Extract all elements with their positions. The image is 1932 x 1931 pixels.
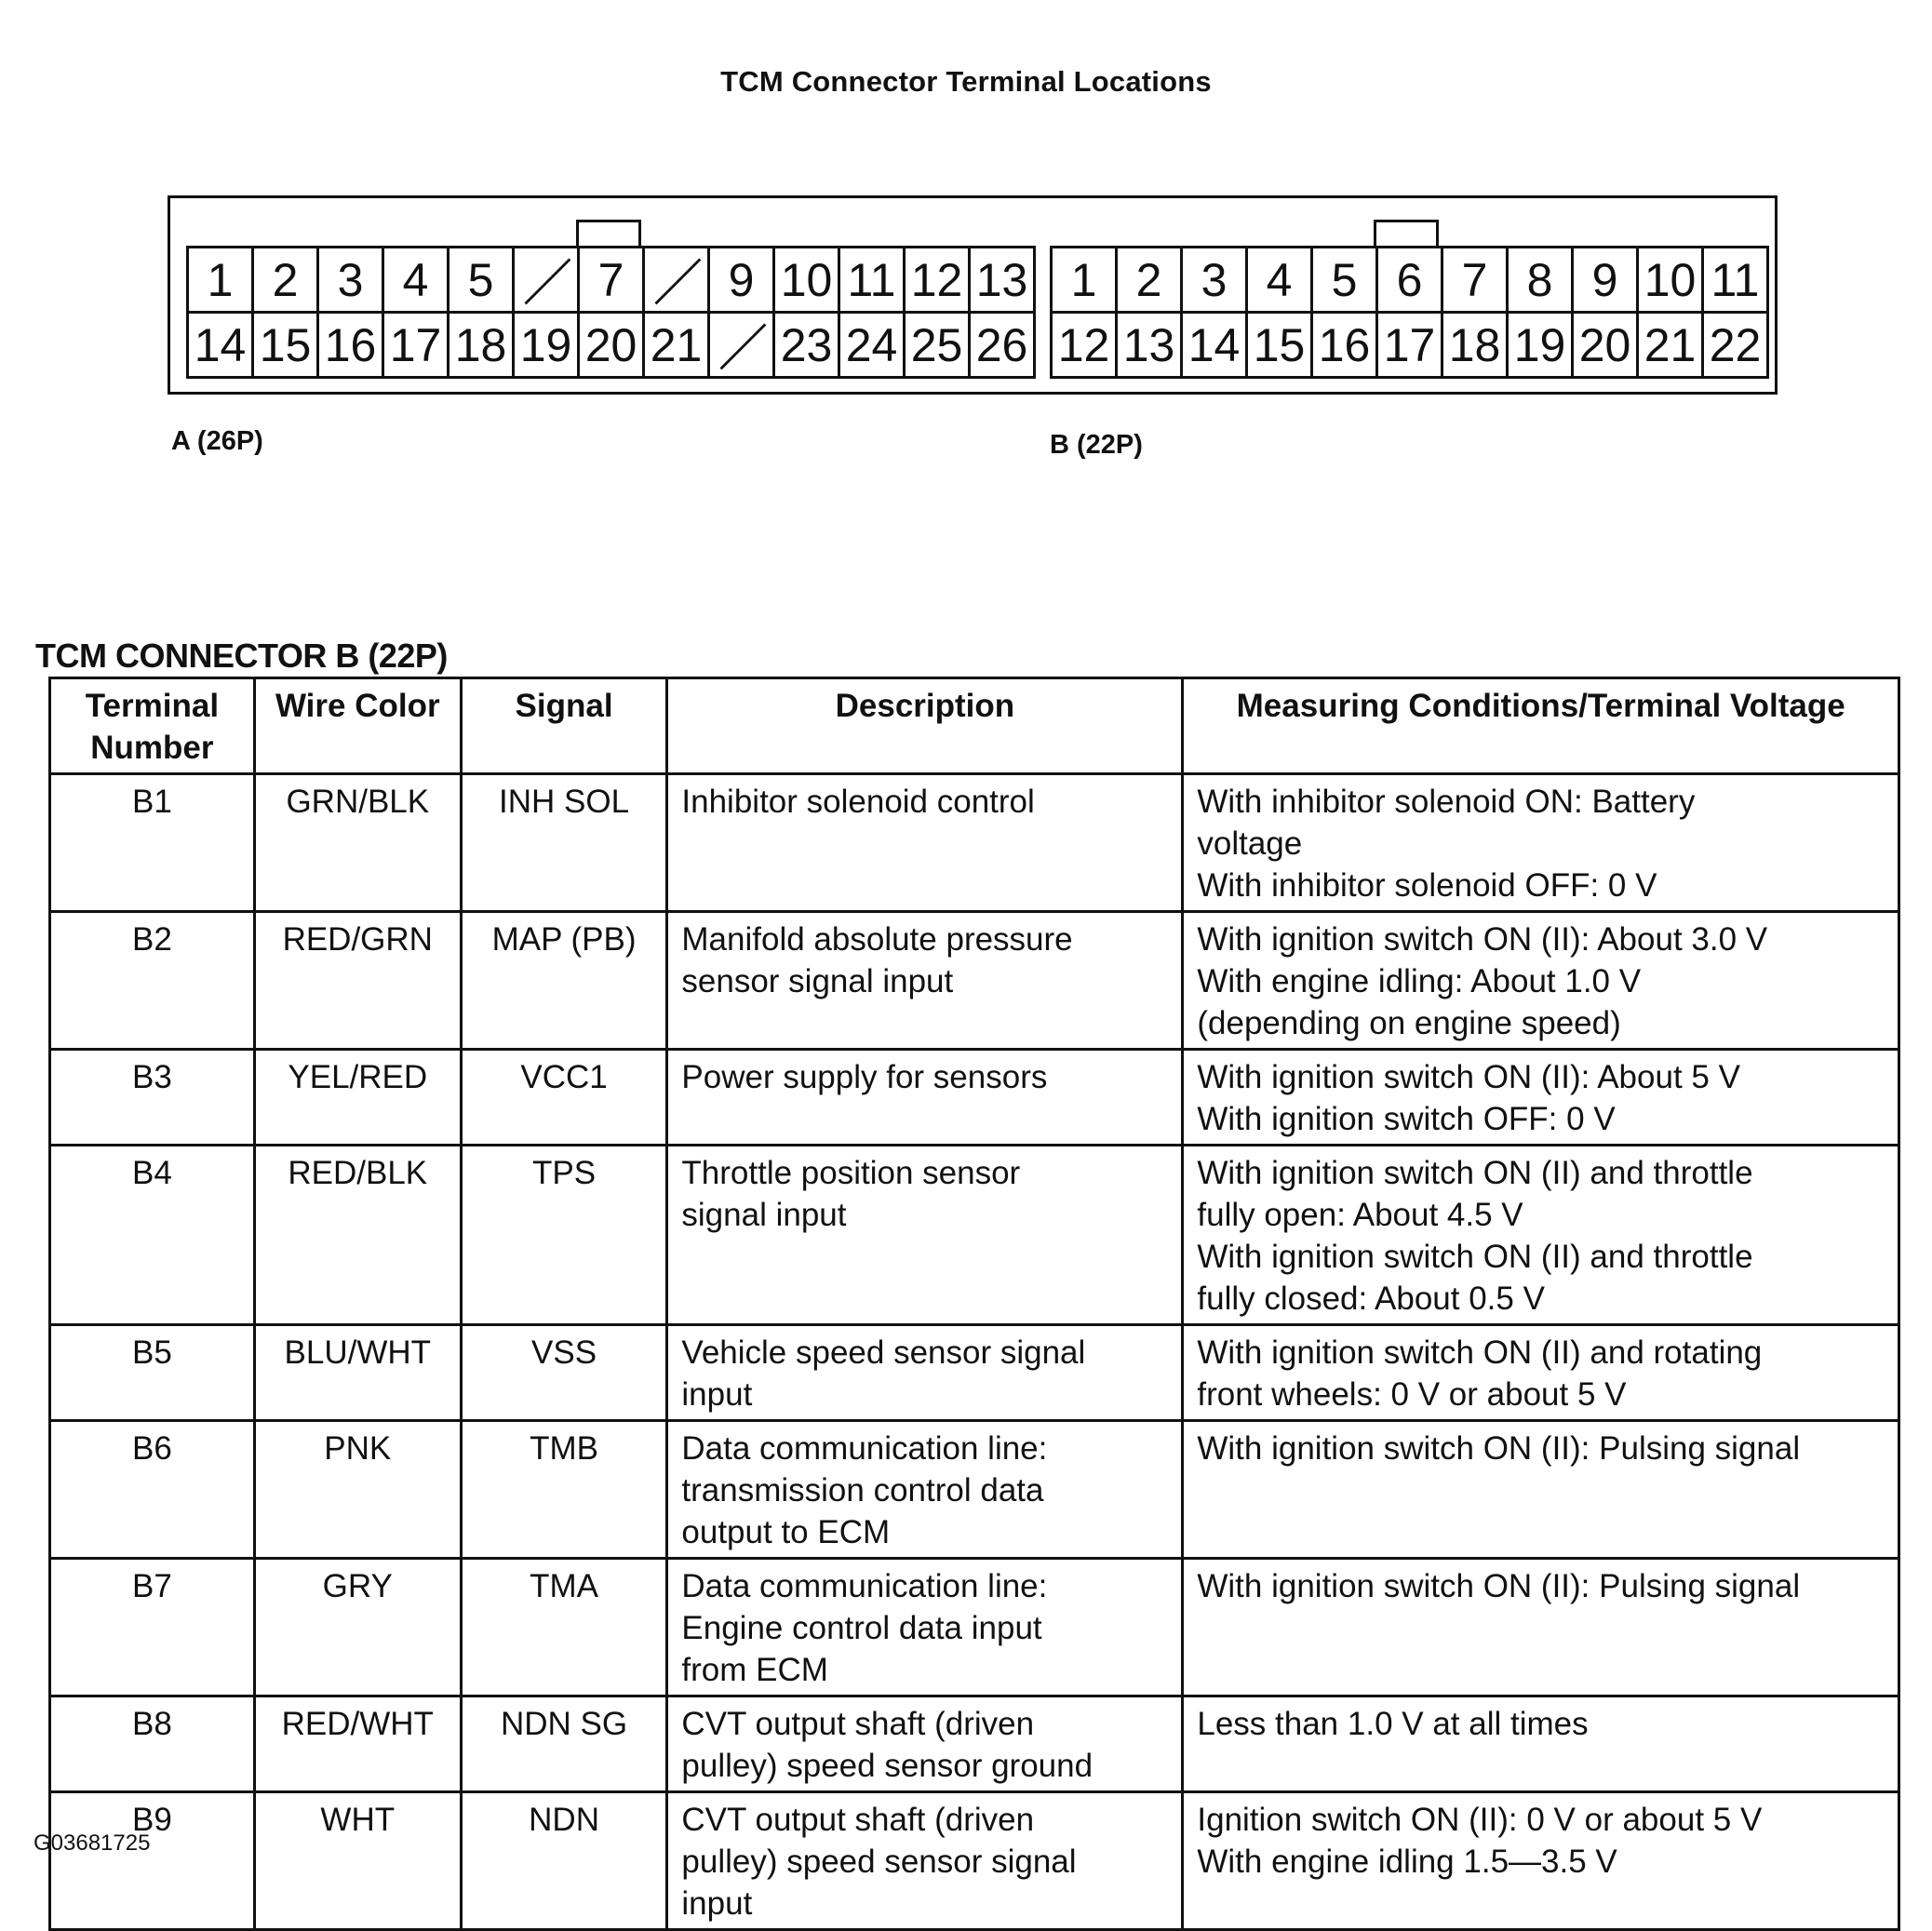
connector-b-pin: 22 xyxy=(1704,314,1769,379)
cell-description xyxy=(667,1325,1183,1421)
description-line: Data communication line: xyxy=(681,1568,1048,1604)
header-description: Description xyxy=(667,678,1183,774)
measuring-line: With ignition switch ON (II) and throttle xyxy=(1197,1239,1753,1275)
connector-a-key-tab xyxy=(576,220,641,248)
connector-b-pin: 13 xyxy=(1118,314,1183,379)
connector-a-pin: 5 xyxy=(449,248,515,314)
connector-b-pin: 9 xyxy=(1574,248,1639,314)
connector-a-pin: 9 xyxy=(710,248,775,314)
description-line: Engine control data input xyxy=(681,1610,1042,1646)
description-line: input xyxy=(681,1376,753,1413)
cell-wire-color: PNK xyxy=(254,1421,461,1559)
measuring-line: With ignition switch ON (II): Pulsing signal xyxy=(1197,1430,1801,1467)
connector-a-pin: 25 xyxy=(906,314,971,379)
description-line: Manifold absolute pressure xyxy=(681,921,1073,958)
connector-a-pin: 17 xyxy=(384,314,449,379)
diagram-title: TCM Connector Terminal Locations xyxy=(720,65,1212,98)
cell-wire-color: YEL/RED xyxy=(254,1050,461,1146)
table-body xyxy=(50,774,1899,1930)
connector-b-key-tab xyxy=(1374,220,1439,248)
cell-description xyxy=(667,1696,1183,1792)
measuring-line: With engine idling 1.5—3.5 V xyxy=(1197,1844,1617,1880)
cell-wire-color: WHT xyxy=(254,1792,461,1930)
document-code: G03681725 xyxy=(34,1830,151,1856)
cell-measuring-conditions xyxy=(1183,1050,1899,1146)
description-line: input xyxy=(681,1885,753,1922)
cell-terminal: B2 xyxy=(50,912,255,1050)
connector-b-pin: 5 xyxy=(1313,248,1378,314)
cell-description xyxy=(667,1146,1183,1325)
measuring-line: With ignition switch ON (II): About 3.0 V xyxy=(1197,921,1768,958)
cell-signal: VCC1 xyxy=(461,1050,667,1146)
cell-wire-color: RED/BLK xyxy=(254,1146,461,1325)
cell-terminal: B6 xyxy=(50,1421,255,1559)
connector-b-pin: 20 xyxy=(1574,314,1639,379)
connector-b-pin: 2 xyxy=(1118,248,1183,314)
cell-wire-color: RED/WHT xyxy=(254,1696,461,1792)
cell-description xyxy=(667,1050,1183,1146)
connector-b-pin: 19 xyxy=(1509,314,1574,379)
cell-description xyxy=(667,912,1183,1050)
cell-measuring-conditions xyxy=(1183,1696,1899,1792)
cell-signal: TMA xyxy=(461,1559,667,1696)
cell-description xyxy=(667,1421,1183,1559)
table-row xyxy=(50,1559,1899,1696)
measuring-line: (depending on engine speed) xyxy=(1197,1005,1621,1041)
measuring-line: Ignition switch ON (II): 0 V or about 5 V xyxy=(1197,1802,1763,1838)
header-wire-color: Wire Color xyxy=(254,678,461,774)
connector-a-pin: 3 xyxy=(319,248,384,314)
cell-terminal: B8 xyxy=(50,1696,255,1792)
cell-measuring-conditions xyxy=(1183,1421,1899,1559)
description-line: pulley) speed sensor ground xyxy=(681,1748,1093,1784)
cell-terminal: B9 xyxy=(50,1792,255,1930)
cell-measuring-conditions xyxy=(1183,1146,1899,1325)
connector-b-pin: 14 xyxy=(1183,314,1248,379)
measuring-line: With ignition switch ON (II): Pulsing signal xyxy=(1197,1568,1801,1604)
description-line: output to ECM xyxy=(681,1514,891,1550)
table-row xyxy=(50,1696,1899,1792)
description-line: CVT output shaft (driven xyxy=(681,1802,1035,1838)
header-measuring-conditions: Measuring Conditions/Terminal Voltage xyxy=(1183,678,1899,774)
measuring-line: With inhibitor solenoid OFF: 0 V xyxy=(1197,867,1657,904)
measuring-line: With engine idling: About 1.0 V xyxy=(1197,963,1642,999)
connector-b-pin-grid xyxy=(1050,246,1769,379)
cell-terminal: B1 xyxy=(50,774,255,912)
description-line: signal input xyxy=(681,1197,847,1233)
table-row xyxy=(50,1325,1899,1421)
header-terminal-line1: Terminal xyxy=(85,688,220,724)
header-signal: Signal xyxy=(461,678,667,774)
connector-a-label: A (26P) xyxy=(171,426,263,456)
connector-a-pin: 10 xyxy=(775,248,840,314)
cell-signal: NDN SG xyxy=(461,1696,667,1792)
measuring-line: With ignition switch OFF: 0 V xyxy=(1197,1101,1616,1137)
table-row xyxy=(50,1146,1899,1325)
cell-description xyxy=(667,1559,1183,1696)
description-line: Inhibitor solenoid control xyxy=(681,784,1035,820)
connector-a-pin: 21 xyxy=(645,314,710,379)
cell-wire-color: GRN/BLK xyxy=(254,774,461,912)
connector-a-pin: 24 xyxy=(840,314,906,379)
connector-b-pin: 11 xyxy=(1704,248,1769,314)
connector-a-pin: 4 xyxy=(384,248,449,314)
table-row xyxy=(50,1792,1899,1930)
measuring-line: Less than 1.0 V at all times xyxy=(1197,1706,1589,1742)
connector-a-pin: 20 xyxy=(580,314,645,379)
cell-signal: NDN xyxy=(461,1792,667,1930)
description-line: transmission control data xyxy=(681,1472,1044,1509)
connector-b-pin: 18 xyxy=(1443,314,1509,379)
cell-terminal: B5 xyxy=(50,1325,255,1421)
table-row xyxy=(50,912,1899,1050)
table-row xyxy=(50,774,1899,912)
connector-b-pin: 12 xyxy=(1053,314,1118,379)
cell-signal: VSS xyxy=(461,1325,667,1421)
connector-b-pin: 21 xyxy=(1639,314,1704,379)
connector-b-pin: 16 xyxy=(1313,314,1378,379)
connector-b-pin: 17 xyxy=(1378,314,1443,379)
cell-signal: TPS xyxy=(461,1146,667,1325)
cell-wire-color: RED/GRN xyxy=(254,912,461,1050)
table-title: TCM CONNECTOR B (22P) xyxy=(35,637,448,675)
connector-b-pin: 6 xyxy=(1378,248,1443,314)
connector-a-empty-pin xyxy=(645,248,710,314)
connector-a-pin: 2 xyxy=(254,248,319,314)
description-line: Data communication line: xyxy=(681,1430,1048,1467)
description-line: Power supply for sensors xyxy=(681,1059,1048,1095)
connector-a-pin: 7 xyxy=(580,248,645,314)
cell-terminal: B4 xyxy=(50,1146,255,1325)
measuring-line: With ignition switch ON (II): About 5 V xyxy=(1197,1059,1740,1095)
description-line: pulley) speed sensor signal xyxy=(681,1844,1077,1880)
description-line: Vehicle speed sensor signal xyxy=(681,1334,1086,1371)
measuring-line: voltage xyxy=(1197,825,1303,862)
table-row xyxy=(50,1421,1899,1559)
connector-a-pin: 14 xyxy=(189,314,254,379)
connector-b-label: B (22P) xyxy=(1050,430,1143,460)
cell-wire-color: BLU/WHT xyxy=(254,1325,461,1421)
connector-a-pin: 13 xyxy=(971,248,1036,314)
connector-a-pin: 11 xyxy=(840,248,906,314)
connector-b-pin: 4 xyxy=(1248,248,1313,314)
cell-signal: TMB xyxy=(461,1421,667,1559)
terminal-table xyxy=(48,677,1900,1931)
connector-b-pin: 3 xyxy=(1183,248,1248,314)
connector-b-pin: 15 xyxy=(1248,314,1313,379)
connector-a-pin: 16 xyxy=(319,314,384,379)
connector-a-pin: 23 xyxy=(775,314,840,379)
cell-terminal: B3 xyxy=(50,1050,255,1146)
connector-a-pin-grid xyxy=(186,246,1036,379)
cell-measuring-conditions xyxy=(1183,1325,1899,1421)
description-line: Throttle position sensor xyxy=(681,1155,1021,1191)
connector-b-pin: 1 xyxy=(1053,248,1118,314)
cell-wire-color: GRY xyxy=(254,1559,461,1696)
description-line: from ECM xyxy=(681,1652,828,1688)
measuring-line: fully closed: About 0.5 V xyxy=(1197,1281,1545,1317)
connector-a-pin: 15 xyxy=(254,314,319,379)
measuring-line: With ignition switch ON (II) and rotating xyxy=(1197,1334,1763,1371)
cell-description xyxy=(667,774,1183,912)
connector-b-pin: 10 xyxy=(1639,248,1704,314)
connector-a-pin: 18 xyxy=(449,314,515,379)
measuring-line: fully open: About 4.5 V xyxy=(1197,1197,1523,1233)
connector-b-pin: 8 xyxy=(1509,248,1574,314)
connector-a-pin: 19 xyxy=(515,314,580,379)
table-row xyxy=(50,1050,1899,1146)
measuring-line: With ignition switch ON (II) and throttle xyxy=(1197,1155,1753,1191)
measuring-line: front wheels: 0 V or about 5 V xyxy=(1197,1376,1627,1413)
table-header-row xyxy=(50,678,1899,774)
header-terminal-number xyxy=(50,678,255,774)
connector-a-pin: 1 xyxy=(189,248,254,314)
description-line: CVT output shaft (driven xyxy=(681,1706,1035,1742)
cell-description xyxy=(667,1792,1183,1930)
cell-measuring-conditions xyxy=(1183,912,1899,1050)
connector-a-empty-pin xyxy=(515,248,580,314)
cell-measuring-conditions xyxy=(1183,774,1899,912)
cell-signal: INH SOL xyxy=(461,774,667,912)
cell-signal: MAP (PB) xyxy=(461,912,667,1050)
connector-a-pin: 26 xyxy=(971,314,1036,379)
connector-a-empty-pin xyxy=(710,314,775,379)
cell-terminal: B7 xyxy=(50,1559,255,1696)
description-line: sensor signal input xyxy=(681,963,954,999)
connector-a-pin: 12 xyxy=(906,248,971,314)
header-terminal-line2: Number xyxy=(90,730,214,766)
connector-b-pin: 7 xyxy=(1443,248,1509,314)
cell-measuring-conditions xyxy=(1183,1792,1899,1930)
measuring-line: With inhibitor solenoid ON: Battery xyxy=(1197,784,1696,820)
cell-measuring-conditions xyxy=(1183,1559,1899,1696)
